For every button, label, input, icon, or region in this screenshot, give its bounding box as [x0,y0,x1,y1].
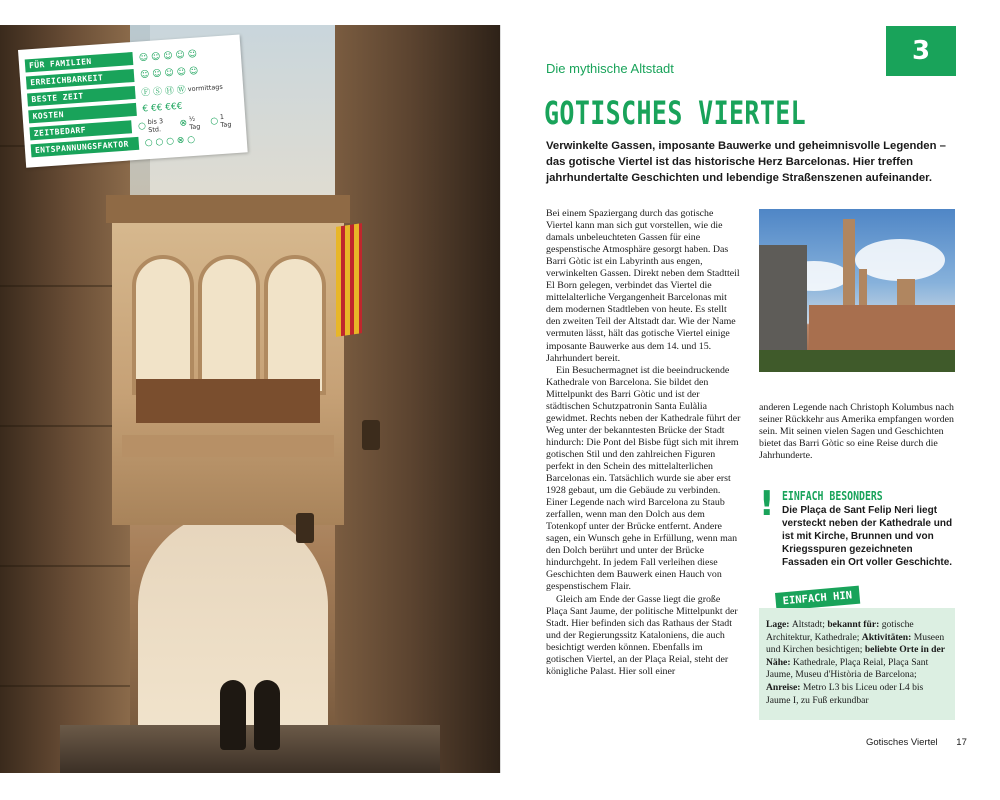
euro-icons: € €€ €€€ [142,101,183,114]
rating-legend [18,35,248,168]
lead-paragraph: Verwinkelte Gassen, imposante Bauwerke und geheimnisvolle Legenden – das gotische Viertel ist das historische Herz Barcelonas. Hier treffen jahrhundertalte Geschichten und lebendige Straßenszenen aufeinander. [546,140,946,184]
page-title: GOTISCHES VIERTEL [544,94,807,132]
smiley-icons: ☺ ☺ ☺ ☺ ☺ [139,65,199,81]
footer-section: Gotisches Viertel [866,737,938,748]
info-label: Lage: [766,619,792,630]
legend-label: ENTSPANNUNGSFAKTOR [31,137,140,158]
legend-label: ERREICHBARKEIT [26,69,135,90]
legend-note: 1 Tag [219,112,232,129]
legend-label: BESTE ZEIT [27,86,136,107]
info-label: beliebte Orte in der Nähe: [766,644,945,668]
info-box [759,608,955,720]
legend-note: ½ Tag [188,114,201,131]
tip-heading: EINFACH BESONDERS [782,489,883,503]
legend-label: KOSTEN [28,103,137,124]
page-number: 17 [956,737,967,748]
body-paragraph: Ein Besuchermagnet ist die beeindruckende Kathedrale von Barcelona. Sie bildet den Mittelpunkt des Barri Gòtic und ist der städtischen Schutzpatronin Santa Eulàlia gewidmet. Rechts neben der Kathedrale führt der Weg unter der bekanntesten Brücke der Stadt hindurch: Die Pont del Bisbe fügt sich mit ihrem gotischen Stil und den zahlreichen Figuren perfekt in den Schein des mittelalterlichen Barcelonas ein. Tatsächlich wurde sie aber erst 1928 gebaut, um die Gebäude zu verbinden. Einer Legende nach wird Barcelona zu Staub zerfallen, wenn man den Dolch aus dem Totenkopf unter der Brücke entfernt. Andere sagen, ein Wunsch gehe in Erfüllung, wenn man den Dolch berührt und unter der Brücke hindurchgeht. In jedem Fall verleihen diese Geschichten dem Bauwerk einen Hauch von gespenstischem Flair. [546,364,741,593]
legend-label: FÜR FAMILIEN [25,52,134,73]
info-box-tag: EINFACH HIN [775,586,860,611]
smiley-icons: ☺ ☺ ☺ ☺ ☺ [138,49,198,64]
page-footer [866,737,967,748]
info-label: Aktivitäten: [861,631,914,643]
lamp [362,420,380,450]
info-value: Museen und Kirchen besichtigen; [766,631,945,656]
pedestrian [254,680,280,750]
photo-right-wall [335,25,500,773]
circle-icon: ○ [137,120,147,132]
pedestrian [220,680,246,750]
info-value: Kathedrale, Plaça Reial, Plaça Sant Jaume, Museu d'Història de Barcelona; [766,656,929,681]
relax-icons: ○ ○ ○ ⊗ ○ [144,134,196,148]
cathedral-photo [759,209,955,372]
tip-text: Die Plaça de Sant Felip Neri liegt versteckt neben der Kathedrale und ist mit Kirche, Brunnen und von Kriegsspuren gezeichneten Fassaden ein Ort voller Geschichte. [782,505,953,568]
legend-note: vormittags [187,82,224,93]
chapter-number-tab: 3 [886,26,956,76]
photo-street [60,725,440,773]
info-value: gotische Architektur, Kathedrale; [766,619,914,643]
legend-label: ZEITBEDARF [29,120,132,140]
info-value: Metro L3 bis Liceu oder L4 bis Jaume I, zu Fuß erkundbar [766,681,924,706]
catalan-flag [336,223,362,337]
body-paragraph: Bei einem Spaziergang durch das gotische Viertel kann man sich gut vorstellen, wie die damals unbeleuchteten Gassen für eine gespenstische Atmosphäre gesorgt haben. Das Barri Gòtic ist ein Labyrinth aus engen, verwinkelten Gassen. Direkt neben dem Stadtteil El Born gelegen, verbindet das Viertel die mittelalterliche Vergangenheit Barcelonas mit dem modernen Stadtleben von heute. Es stellt den zweiten Teil der Altstadt dar. Wie der Name vermuten lässt, hält das gotische Viertel einige imposante Bauwerke aus dem 14. und 15. Jahrhundert bereit. [546,208,740,364]
info-label: Anreise: [766,681,803,693]
section-subtitle: Die mythische Altstadt [546,61,674,76]
season-icons: Ⓕ Ⓢ Ⓗ Ⓦ [140,85,187,99]
crossed-circle-icon: ⊗ [179,117,188,129]
photo-bridge [112,195,344,525]
lamp [296,513,314,543]
body-column-right: anderen Legende nach Christoph Kolumbus nach seiner Rückkehr aus Amerika empfangen worden sein. Mit seinen vielen Sagen und Geschichten bietet das Barri Gòtic so eine Reise durch die Jahrhunderte. [759,402,954,462]
exclamation-icon: ! [759,484,775,524]
circle-icon: ○ [209,115,219,127]
info-label: bekannt für: [827,619,882,630]
legend-note: bis 3 Std. [147,116,164,134]
info-value: Altstadt; [791,619,828,630]
body-column-left [546,208,742,678]
page-gutter [500,25,501,773]
body-paragraph: Gleich am Ende der Gasse liegt die große Plaça Sant Jaume, der politische Mittelpunkt der Stadt. Hier befinden sich das Rathaus der Stadt und der Regierungssitz Kataloniens, die auch besichtigt werden können. Ebenfalls im gotischen Viertel, an der Plaça Reial, steht der königliche Palast. Hier soll einer [546,593,738,677]
